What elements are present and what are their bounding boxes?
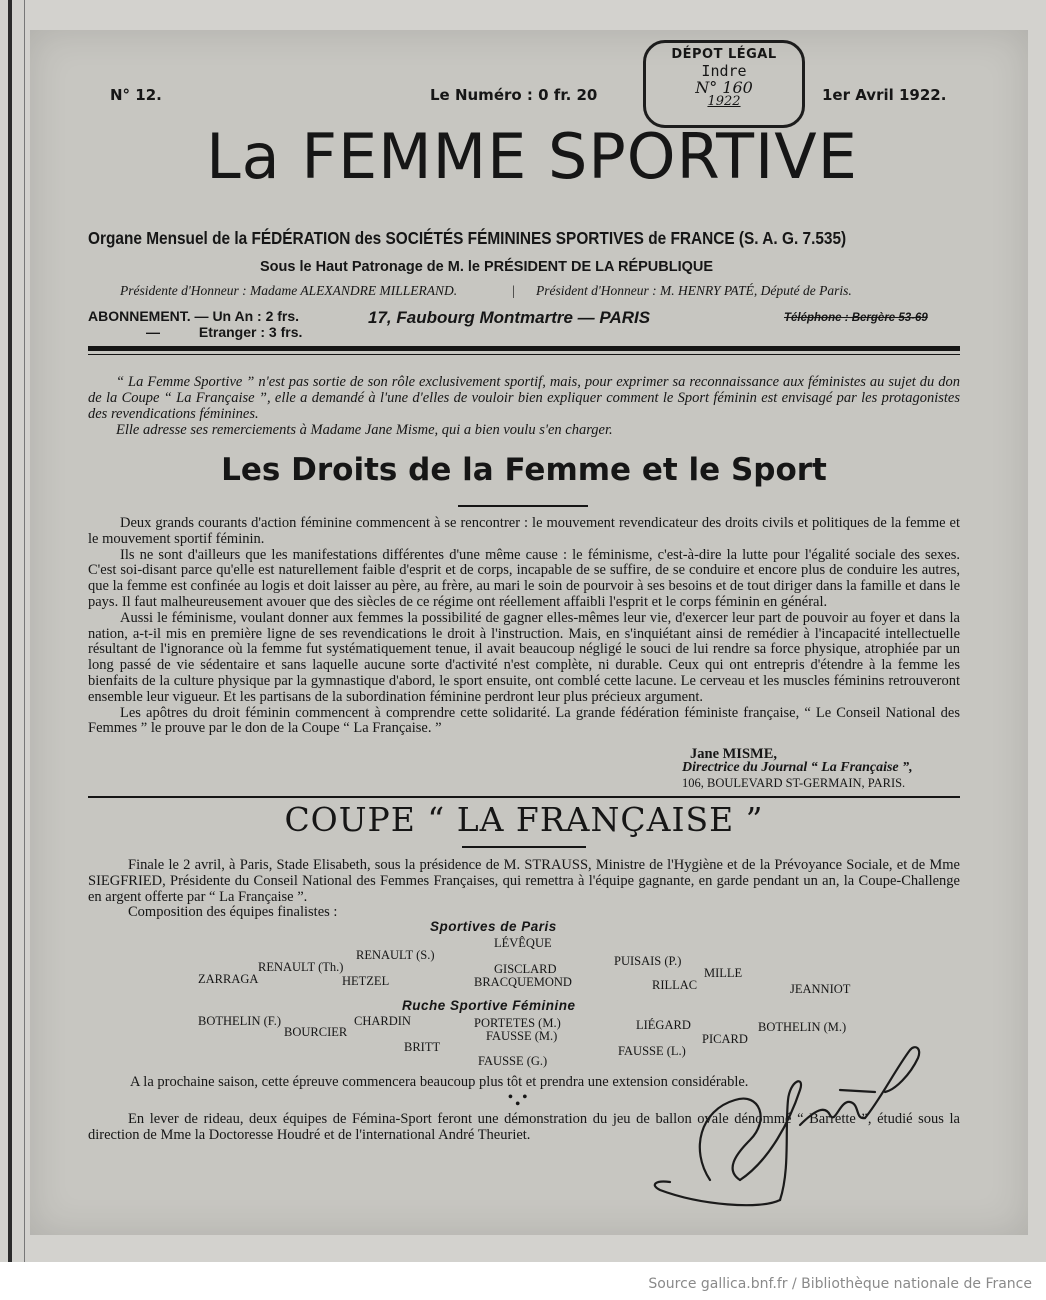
honor-separator: | bbox=[512, 283, 515, 298]
stamp-department: Indre bbox=[701, 62, 747, 80]
stamp-year: 1922 bbox=[707, 94, 741, 109]
player-name: BOTHELIN (F.) bbox=[198, 1014, 282, 1028]
coupe-title: COUPE “ LA FRANÇAISE ” bbox=[284, 800, 764, 839]
honorary-president-male: Président d'Honneur : M. HENRY PATÉ, Député de Paris. bbox=[536, 283, 852, 298]
subscription-foreign: — Etranger : 3 frs. bbox=[146, 324, 303, 340]
player-name: PICARD bbox=[702, 1032, 748, 1046]
player-name: FAUSSE (G.) bbox=[478, 1054, 548, 1068]
issue-price: Le Numéro : 0 fr. 20 bbox=[430, 86, 598, 104]
coupe-paragraph: Finale le 2 avril, à Paris, Stade Elisabeth, sous la présidence de M. STRAUSS, Ministre de l'Hygiène et de la Prévoyance Sociale, et de Mme SIEGFRIED, Présidente du Conseil National des Femmes Françaises, qui remettra à l'équipe gagnante, en garde pendant un an, la Coupe-Challenge en argent offerte par “ La Française ”. bbox=[88, 857, 960, 905]
player-name: FAUSSE (M.) bbox=[486, 1029, 558, 1043]
player-name: HETZEL bbox=[342, 974, 390, 988]
editorial-intro bbox=[88, 374, 960, 438]
telephone-number: Téléphone : Bergère 53-69 bbox=[784, 312, 928, 324]
player-name: BOTHELIN (M.) bbox=[758, 1020, 847, 1034]
issue-number: N° 12. bbox=[110, 86, 162, 104]
player-name: LIÉGARD bbox=[636, 1018, 691, 1032]
legal-deposit-stamp bbox=[643, 40, 805, 128]
player-name: JEANNIOT bbox=[790, 982, 851, 996]
handwritten-signature-icon bbox=[640, 1030, 940, 1220]
article-body bbox=[88, 516, 960, 737]
subscription-year: ABONNEMENT. — Un An : 2 frs. bbox=[88, 308, 300, 324]
player-name: FAUSSE (L.) bbox=[618, 1044, 686, 1058]
player-name: BRITT bbox=[404, 1040, 441, 1054]
author-name: Jane MISME, bbox=[690, 746, 777, 762]
intro-paragraph: Elle adresse ses remerciements à Madame Jane Misme, qui a bien voulu s'en charger. bbox=[116, 422, 613, 438]
binding-edge-line bbox=[24, 0, 25, 1262]
binding-edge bbox=[8, 0, 12, 1262]
player-name: MILLE bbox=[704, 966, 743, 980]
organe-line: Organe Mensuel de la FÉDÉRATION des SOCIÉTÉS FÉMININES SPORTIVES de FRANCE (S. A. G. 7.535) bbox=[88, 228, 847, 248]
curtain-raiser-note: En lever de rideau, deux équipes de Fémina-Sport feront une démonstration du jeu de ballon ovale dénommé “ Barrette ”, étudié sous la direction de Mme la Doctoresse Houdré et de l'international André Theuriet. bbox=[88, 1111, 960, 1143]
article-paragraph: Les apôtres du droit féminin commencent à comprendre cette solidarité. La grande fédération féministe française, “ Le Conseil National des Femmes ” le prouve par le don de la Coupe “ La Française. ” bbox=[88, 704, 960, 737]
player-name: BOURCIER bbox=[284, 1025, 348, 1039]
player-name: LÉVÊQUE bbox=[494, 936, 552, 950]
player-name: RILLAC bbox=[652, 978, 698, 992]
player-name: PORTETES (M.) bbox=[474, 1016, 561, 1030]
section-dots: • • • bbox=[508, 1090, 531, 1112]
coupe-paragraph: Composition des équipes finalistes : bbox=[128, 904, 338, 921]
team-name: Ruche Sportive Féminine bbox=[402, 998, 576, 1013]
section-rule bbox=[88, 796, 960, 798]
masthead-rule bbox=[88, 346, 960, 351]
player-name: RENAULT (Th.) bbox=[258, 960, 344, 974]
newspaper-title: La FEMME SPORTIVE bbox=[206, 120, 858, 193]
player-name: GISCLARD bbox=[494, 962, 557, 976]
coupe-announcement bbox=[88, 858, 960, 921]
patronage-line: Sous le Haut Patronage de M. le PRÉSIDENT DE LA RÉPUBLIQUE bbox=[260, 259, 714, 275]
team-name: Sportives de Paris bbox=[430, 919, 557, 934]
author-title: Directrice du Journal “ La Française ”, bbox=[682, 760, 913, 775]
next-season-note: A la prochaine saison, cette épreuve commencera beaucoup plus tôt et prendra une extension considérable. bbox=[130, 1074, 749, 1090]
source-credit: Source gallica.bnf.fr / Bibliothèque nationale de France bbox=[648, 1276, 1032, 1292]
article-paragraph: Deux grands courants d'action féminine commencent à se rencontrer : le mouvement revendicateur des droits civils et politiques de la femme et le mouvement sportif féminin. bbox=[88, 515, 960, 547]
issue-date: 1er Avril 1922. bbox=[822, 86, 947, 104]
player-name: CHARDIN bbox=[354, 1014, 411, 1028]
office-address: 17, Faubourg Montmartre — PARIS bbox=[368, 308, 651, 327]
player-name: ZARRAGA bbox=[198, 972, 259, 986]
article-paragraph: Ils ne sont d'ailleurs que les manifestations différentes d'une même cause : le féminisme, c'est-à-dire la lutte pour l'égalité sociale des sexes. C'est soi-disant parce qu'elle est naturellement faible d'esprit et de corps, incapable de se suffire, de se conduire et encore plus de conduire les autres, que la femme est confinée au logis et doit laisser au père, au frère, au mari le soin de pourvoir à ses besoins et de tout diriger dans la famille et dans le pays. Il faut malheureusement avouer que des siècles de ce régime ont réellement affaibli l'esprit et le corps féminin en général. bbox=[88, 546, 960, 610]
player-name: RENAULT (S.) bbox=[356, 948, 435, 962]
title-underline bbox=[458, 505, 588, 507]
player-name: PUISAIS (P.) bbox=[614, 954, 682, 968]
intro-paragraph: “ La Femme Sportive ” n'est pas sortie de son rôle exclusivement sportif, mais, pour exprimer sa reconnaissance aux féministes au sujet du don de la Coupe “ La Française ”, elle a demandé à l'une d'elles de vouloir bien expliquer comment le Sport féminin est envisagé par les protagonistes des revendications féminines. bbox=[88, 374, 960, 422]
masthead-rule-thin bbox=[88, 354, 960, 355]
article-title: Les Droits de la Femme et le Sport bbox=[221, 452, 827, 488]
honorary-president-female: Présidente d'Honneur : Madame ALEXANDRE MILLERAND. bbox=[120, 283, 458, 298]
player-name: BRACQUEMOND bbox=[474, 975, 572, 989]
stamp-number: N° 160 bbox=[695, 78, 753, 97]
stamp-heading: DÉPOT LÉGAL bbox=[671, 47, 777, 62]
author-address: 106, BOULEVARD ST-GERMAIN, PARIS. bbox=[682, 776, 906, 790]
coupe-title-underline bbox=[462, 846, 586, 848]
article-paragraph: Aussi le féminisme, voulant donner aux femmes la possibilité de gagner elles-mêmes leur vie, d'exercer leur part de pouvoir au foyer et dans la nation, a-t-il mis en première ligne de ses revendications le droit à l'instruction. Mais, en s'inquiétant ainsi de remédier à l'incapacité intellectuelle résultant de l'ignorance où la femme fut systématiquement tenue, il avait beaucoup négligé le souci de lui rendre sa force physique, atrophiée par un long passé de vie sédentaire et sans laquelle aucune sorte d'activité n'est complète, ni durable. Ceux qui ont entrepris d'étendre à la femme les bienfaits de la culture physique par la gymnastique d'abord, le sport ensuite, ont comblé cette lacune. Le cerveau et les muscles féminins retrouveront ensemble leur vigueur. Et les partisans de la subordination féminine perdront leur plus précieux argument. bbox=[88, 609, 960, 705]
